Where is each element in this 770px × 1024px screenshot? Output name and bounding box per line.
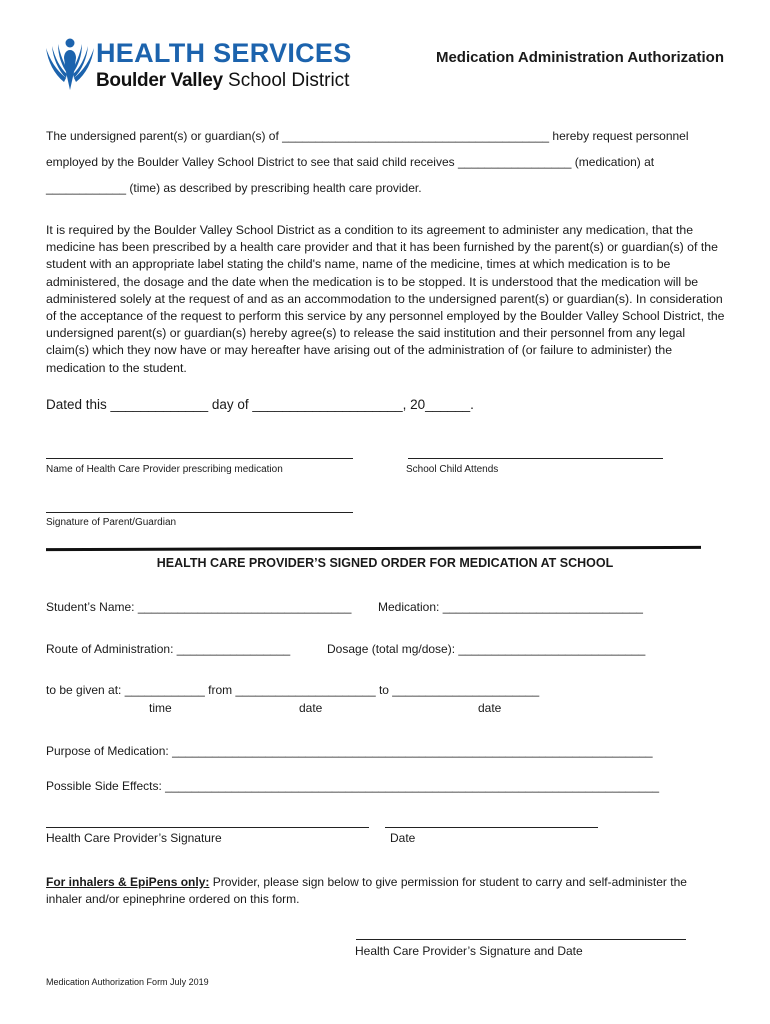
route-field: Route of Administration: _________________: [46, 642, 291, 656]
provider-section-title: HEALTH CARE PROVIDER’S SIGNED ORDER FOR MEDICATION AT SCHOOL: [156, 556, 614, 570]
section-divider: [46, 546, 701, 551]
side-effects-field: Possible Side Effects: __________________________________________________________________________: [46, 779, 660, 793]
provider-signature-line: [46, 827, 369, 828]
provider-name-label: Name of Health Care Provider prescribing medication: [46, 464, 283, 475]
provider-signature-label: Health Care Provider’s Signature: [46, 831, 222, 845]
logo-sub-regular: School District: [228, 70, 350, 91]
logo-subtitle: [96, 70, 349, 92]
figure-icon: [44, 38, 96, 94]
intro-line-1: The undersigned parent(s) or guardian(s) of ________________________________________ hereby request personnel: [46, 129, 689, 143]
inhalers-text-1: Provider, please sign below to give permission for student to carry and self-administer the: [209, 875, 687, 889]
provider-date-line: [385, 827, 598, 828]
purpose-field: Purpose of Medication: ________________________________________________________________________: [46, 744, 653, 758]
logo-sub-bold: Boulder Valley: [96, 70, 223, 91]
footer-form-id: Medication Authorization Form July 2019: [46, 977, 209, 987]
medication-field: Medication: ______________________________: [378, 600, 643, 614]
intro-line-2: employed by the Boulder Valley School District to see that said child receives _________________ (medication) at: [46, 155, 655, 169]
provider-date-label: Date: [390, 831, 416, 845]
document-title: Medication Administration Authorization: [435, 49, 724, 66]
students-name-field: Student’s Name: ________________________________: [46, 600, 352, 614]
given-at-time-label: time: [149, 701, 172, 715]
parent-signature-label: Signature of Parent/Guardian: [46, 517, 177, 528]
dosage-field: Dosage (total mg/dose): ____________________________: [327, 642, 646, 656]
given-to-date-label: date: [478, 701, 502, 715]
inhaler-signature-label: Health Care Provider’s Signature and Date: [355, 944, 583, 958]
given-at-field: to be given at: ____________ from _____________________ to ______________________: [46, 683, 540, 697]
intro-line-3: ____________ (time) as described by prescribing health care provider.: [46, 181, 422, 195]
consent-paragraph: It is required by the Boulder Valley School District as a condition to its agreement to administer any medication, that the medicine has been prescribed by a health care provider and that it has been furnished by the parent(s) or guardian(s) of the student with an appropriate label stating the child's name, name of the medicine, times at which medication is to be administered, the dosage and the date when the medication is to be stopped. It is understood that the medication will be administered solely at the request of and as an accommodation to the undersigned parent(s) or guardian(s). In consideration of the acceptance of the request to perform this service by any personnel employed by the Boulder Valley School District, the undersigned parent(s) or guardian(s) hereby agree(s) to release the said institution and their personnel from any legal claim(s) which they now have or may hereafter have arising out of the administration of (or failure to administer) the medication to the student.: [46, 223, 725, 375]
inhalers-lead: For inhalers & EpiPens only:: [46, 875, 210, 889]
inhalers-line-2: inhaler and/or epinephrine ordered on this form.: [46, 892, 300, 906]
dated-line: Dated this _____________ day of ____________________, 20______.: [46, 397, 474, 412]
provider-name-line: [46, 458, 353, 459]
given-from-date-label: date: [299, 701, 323, 715]
logo-title: HEALTH SERVICES: [96, 38, 352, 68]
inhaler-signature-line: [356, 939, 686, 940]
school-label: School Child Attends: [406, 464, 499, 475]
inhalers-line-1: [46, 875, 687, 889]
parent-signature-line: [46, 512, 353, 513]
school-line: [408, 458, 663, 459]
